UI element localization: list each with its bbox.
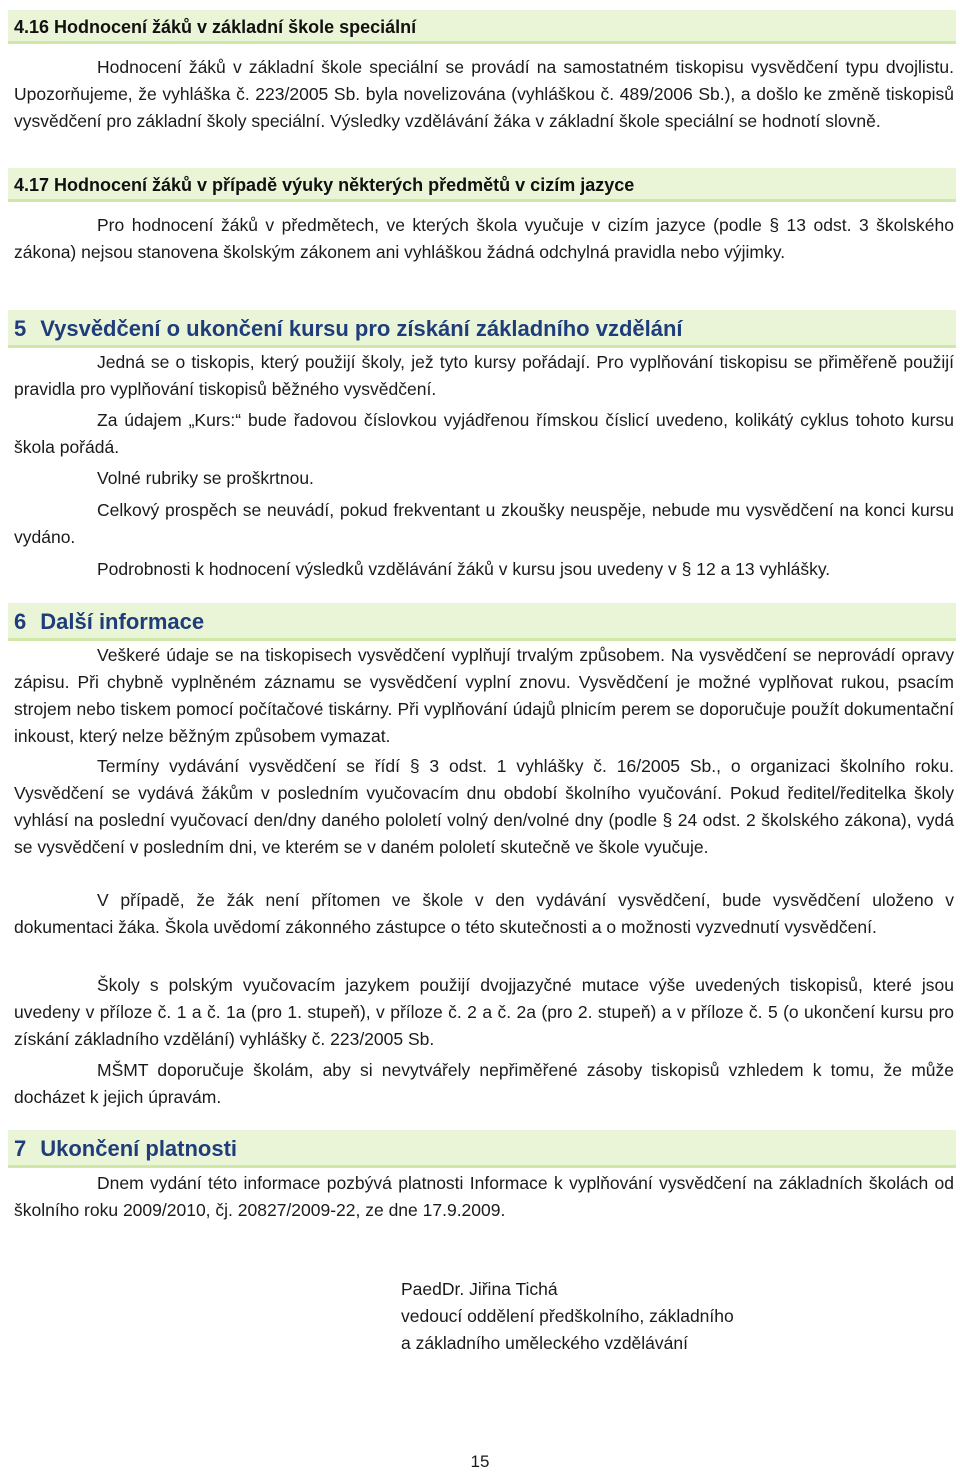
heading-7-number: 7 xyxy=(14,1136,27,1161)
paragraph-4-17 xyxy=(14,212,954,266)
paragraph-5-1-text: Jedná se o tiskopis, který použijí školy, jež tyto kursy pořádají. Pro vyplňování tiskopisu se přiměřeně použijí pravidla pro vyplňování tiskopisů běžného vysvědčení. xyxy=(14,352,954,399)
paragraph-6-4-text: Školy s polským vyučovacím jazykem použijí dvojjazyčné mutace výše uvedených tiskopisů, které jsou uvedeny v příloze č. 1 a č. 1a (pro 1. stupeň), v příloze č. 2 a č. 2a (pro 2. stupeň) a v příloze č. 5 (o ukončení kursu pro získání základního vzdělání) vyhlášky č. 223/2005 Sb. xyxy=(14,975,954,1049)
page-number: 15 xyxy=(470,1452,490,1471)
paragraph-6-5-text: MŠMT doporučuje školám, aby si nevytvářely nepřiměřené zásoby tiskopisů vzhledem k tomu, že může docházet k jejich úpravám. xyxy=(14,1060,954,1107)
paragraph-6-3-text: V případě, že žák není přítomen ve škole v den vydávání vysvědčení, bude vysvědčení uloženo v dokumentaci žáka. Škola uvědomí zákonného zástupce o této skutečnosti a o možnosti vyzvednutí vysvědčení. xyxy=(14,890,954,937)
heading-6-number: 6 xyxy=(14,609,27,634)
paragraph-5-5-text: Podrobnosti k hodnocení výsledků vzdělávání žáků v kursu jsou uvedeny v § 12 a 13 vyhlášky. xyxy=(97,559,831,579)
paragraph-6-1-text: Veškeré údaje se na tiskopisech vysvědčení vyplňují trvalým způsobem. Na vysvědčení se neprovádí opravy zápisu. Při chybně vyplněném záznamu se vysvědčení vyplní znovu. Vysvědčení je možné vyplňovat rukou, psacím strojem nebo tiskem pomocí počítačové tiskárny. Při vyplňování údajů plnicím perem se doporučuje použít dokumentační inkoust, který nelze běžným způsobem vymazat. xyxy=(14,645,954,746)
signature-name: PaedDr. Jiřina Tichá xyxy=(401,1279,558,1299)
paragraph-6-2 xyxy=(14,753,954,861)
heading-4-16-text: 4.16 Hodnocení žáků v základní škole speciální xyxy=(14,17,417,37)
paragraph-5-2 xyxy=(14,407,954,461)
paragraph-5-2-text: Za údajem „Kurs:“ bude řadovou číslovkou vyjádřenou římskou číslicí uvedeno, kolikátý cyklus tohoto kursu škola pořádá. xyxy=(14,410,954,457)
paragraph-5-5 xyxy=(14,556,954,583)
heading-7 xyxy=(8,1130,956,1168)
paragraph-5-4-text: Celkový prospěch se neuvádí, pokud frekventant u zkoušky neuspěje, nebude mu vysvědčení na konci kursu vydáno. xyxy=(14,500,954,547)
heading-6-text: Další informace xyxy=(40,609,205,634)
paragraph-4-16 xyxy=(14,54,954,135)
paragraph-5-4 xyxy=(14,497,954,551)
paragraph-6-3 xyxy=(14,887,954,941)
paragraph-6-5 xyxy=(14,1057,954,1111)
signature-block xyxy=(401,1276,734,1357)
heading-4-17 xyxy=(8,168,956,202)
paragraph-7-1 xyxy=(14,1170,954,1224)
heading-7-text: Ukončení platnosti xyxy=(40,1136,238,1161)
paragraph-5-3 xyxy=(14,465,954,492)
paragraph-6-4 xyxy=(14,972,954,1053)
heading-5 xyxy=(8,310,956,348)
paragraph-7-1-text: Dnem vydání této informace pozbývá platnosti Informace k vyplňování vysvědčení na základních školách od školního roku 2009/2010, čj. 20827/2009-22, ze dne 17.9.2009. xyxy=(14,1173,954,1220)
signature-title-line-1: vedoucí oddělení předškolního, základního xyxy=(401,1306,734,1326)
heading-5-text: Vysvědčení o ukončení kursu pro získání základního vzdělání xyxy=(40,316,683,341)
paragraph-4-16-text: Hodnocení žáků v základní škole speciální se provádí na samostatném tiskopisu vysvědčení typu dvojlistu. Upozorňujeme, že vyhláška č. 223/2005 Sb. byla novelizována (vyhláškou č. 489/2006 Sb.), a došlo ke změně tiskopisů vysvědčení pro základní školy speciální. Výsledky vzdělávání žáka v základní škole speciální se hodnotí slovně. xyxy=(14,57,954,131)
paragraph-5-1 xyxy=(14,349,954,403)
signature-title-line-2: a základního uměleckého vzdělávání xyxy=(401,1333,688,1353)
paragraph-6-2-text: Termíny vydávání vysvědčení se řídí § 3 odst. 1 vyhlášky č. 16/2005 Sb., o organizaci školního roku. Vysvědčení se vydává žákům v posledním vyučovacím dnu období školního vyučování. Pokud ředitel/ředitelka školy vyhlásí na poslední vyučovací den/dny daného pololetí volný den/volné dny (podle § 24 odst. 2 školského zákona), vydá se vysvědčení v posledním dni, ve kterém se v daném pololetí skutečně ve škole vyučuje. xyxy=(14,756,954,857)
heading-5-number: 5 xyxy=(14,316,27,341)
paragraph-4-17-text: Pro hodnocení žáků v předmětech, ve kterých škola vyučuje v cizím jazyce (podle § 13 odst. 3 školského zákona) nejsou stanovena školským zákonem ani vyhláškou žádná odchylná pravidla nebo výjimky. xyxy=(14,215,954,262)
heading-4-16 xyxy=(8,10,956,44)
paragraph-5-3-text: Volné rubriky se proškrtnou. xyxy=(97,468,314,488)
heading-4-17-text: 4.17 Hodnocení žáků v případě výuky některých předmětů v cizím jazyce xyxy=(14,175,635,195)
heading-6 xyxy=(8,603,956,641)
paragraph-6-1 xyxy=(14,642,954,750)
